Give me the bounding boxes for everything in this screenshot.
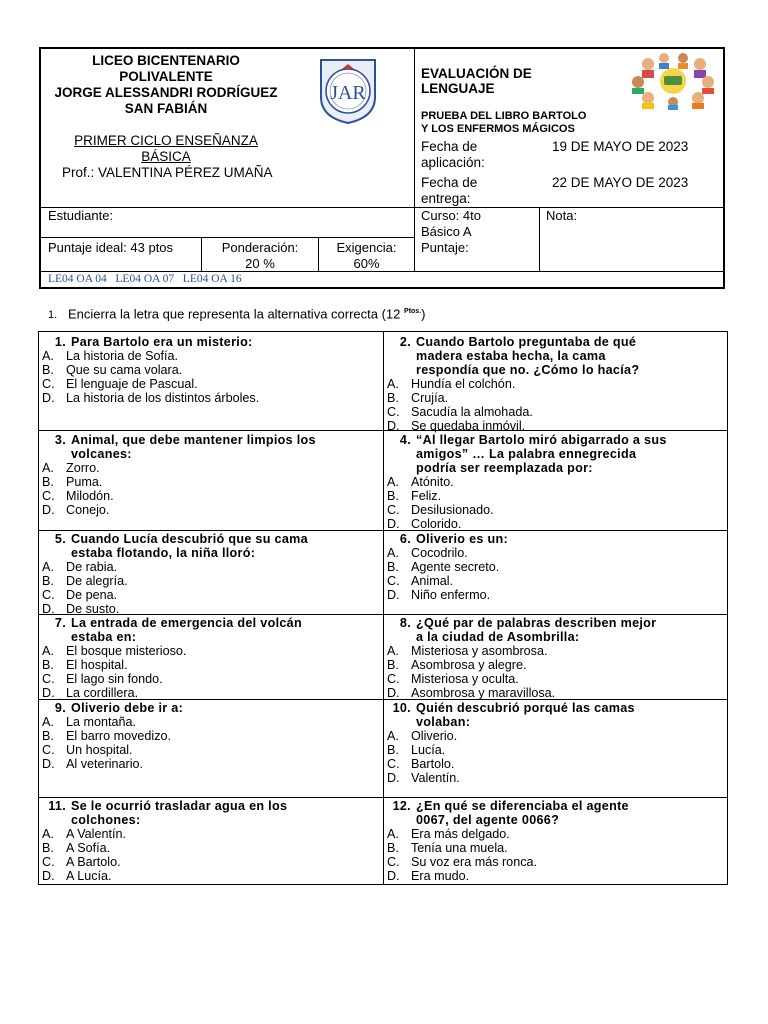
- option[interactable]: D. Al veterinario.: [42, 757, 143, 771]
- question-3: [42, 433, 380, 517]
- option[interactable]: C. Bartolo.: [387, 757, 455, 771]
- option[interactable]: A. La montaña.: [42, 715, 137, 729]
- question-title: 2. Cuando Bartolo preguntaba de qué madera estaba hecha, la cama respondía que no. ¿Cómo lo hacía?: [399, 335, 640, 377]
- option[interactable]: B. De alegría.: [42, 574, 128, 588]
- option[interactable]: A. Oliverio.: [387, 729, 458, 743]
- teacher-name: Prof.: VALENTINA PÉREZ UMAÑA: [62, 165, 273, 180]
- option[interactable]: D. Era mudo.: [387, 869, 470, 883]
- children-clipart: [628, 52, 718, 110]
- option[interactable]: B. Feliz.: [387, 489, 442, 503]
- option[interactable]: A. Cocodrilo.: [387, 546, 468, 560]
- question-5: [42, 532, 380, 616]
- option[interactable]: A. A Valentín.: [42, 827, 126, 841]
- question-title: 12. ¿En qué se diferenciaba el agente 0067, del agente 0066?: [392, 799, 629, 827]
- svg-text:JAR: JAR: [330, 82, 366, 104]
- option[interactable]: B. Puma.: [42, 475, 103, 489]
- question-title: 5. Cuando Lucía descubrió que su cama estaba flotando, la niña lloró:: [54, 532, 308, 560]
- option[interactable]: A. Era más delgado.: [387, 827, 510, 841]
- option[interactable]: D. A Lucía.: [42, 869, 112, 883]
- question-title: 10. Quién descubrió porqué las camas volaban:: [392, 701, 635, 729]
- question-12: [387, 799, 725, 883]
- option[interactable]: C. Sacudía la almohada.: [387, 405, 533, 419]
- option[interactable]: C. Animal.: [387, 574, 453, 588]
- option[interactable]: D. Valentín.: [387, 771, 460, 785]
- option[interactable]: A. La historia de Sofía.: [42, 349, 179, 363]
- option[interactable]: B. A Sofía.: [42, 841, 111, 855]
- course-label: Curso: 4to Básico A: [421, 208, 481, 239]
- option[interactable]: B. El hospital.: [42, 658, 128, 672]
- option[interactable]: A. De rabia.: [42, 560, 118, 574]
- option[interactable]: C. De pena.: [42, 588, 118, 602]
- question-6: [387, 532, 725, 602]
- question-title: 7. La entrada de emergencia del volcán estaba en:: [54, 616, 302, 644]
- option[interactable]: A. Hundía el colchón.: [387, 377, 516, 391]
- question-title: 6. Oliverio es un:: [399, 532, 508, 546]
- school-name: LICEO BICENTENARIO POLIVALENTE JORGE ALESSANDRI RODRÍGUEZ SAN FABIÁN: [54, 53, 278, 116]
- application-date: 19 DE MAYO DE 2023: [552, 139, 689, 154]
- option[interactable]: C. Misteriosa y oculta.: [387, 672, 519, 686]
- option[interactable]: B. Tenía una muela.: [387, 841, 508, 855]
- option[interactable]: C. A Bartolo.: [42, 855, 121, 869]
- question-title: 1. Para Bartolo era un misterio:: [54, 335, 253, 349]
- evaluation-title: EVALUACIÓN DE LENGUAJE: [421, 66, 532, 96]
- application-date-label: Fecha de aplicación:: [421, 139, 485, 170]
- question-9: [42, 701, 380, 771]
- option[interactable]: C. Su voz era más ronca.: [387, 855, 537, 869]
- option[interactable]: D. De susto.: [42, 602, 120, 616]
- header-divider-v2: [539, 207, 540, 271]
- option[interactable]: B. Lucía.: [387, 743, 446, 757]
- delivery-date: 22 DE MAYO DE 2023: [552, 175, 689, 190]
- option[interactable]: C. Un hospital.: [42, 743, 133, 757]
- option[interactable]: A. Zorro.: [42, 461, 100, 475]
- option[interactable]: A. Misteriosa y asombrosa.: [387, 644, 548, 658]
- student-label[interactable]: Estudiante:: [48, 208, 114, 223]
- question-title: 3. Animal, que debe mantener limpios los volcanes:: [54, 433, 316, 461]
- option[interactable]: B. Asombrosa y alegre.: [387, 658, 527, 672]
- option[interactable]: A. Atónito.: [387, 475, 454, 489]
- delivery-date-label: Fecha de entrega:: [421, 175, 478, 206]
- question-2: [387, 335, 725, 433]
- option[interactable]: D. Se quedaba inmóvil.: [387, 419, 526, 433]
- option[interactable]: C. Milodón.: [42, 489, 114, 503]
- question-title: 4. “Al llegar Bartolo miró abigarrado a sus amigos” … La palabra ennegrecida podría ser reemplazada por:: [399, 433, 667, 475]
- cycle-title: PRIMER CICLO ENSEÑANZA BÁSICA: [74, 133, 258, 164]
- question-1: [42, 335, 380, 405]
- option[interactable]: C. El lenguaje de Pascual.: [42, 377, 198, 391]
- option[interactable]: D. Conejo.: [42, 503, 110, 517]
- question-4: [387, 433, 725, 531]
- option[interactable]: B. Agente secreto.: [387, 560, 500, 574]
- questions-table-row-divider-5: [38, 797, 728, 798]
- option[interactable]: B. Que su cama volara.: [42, 363, 183, 377]
- question-title: 8. ¿Qué par de palabras describen mejor a la ciudad de Asombrilla:: [399, 616, 657, 644]
- learning-objectives: LE04 OA 04 LE04 OA 07 LE04 OA 16: [48, 273, 242, 285]
- option[interactable]: D. Asombrosa y maravillosa.: [387, 686, 556, 700]
- score-label[interactable]: Puntaje:: [421, 240, 469, 255]
- option[interactable]: D. Colorido.: [387, 517, 462, 531]
- header-divider-h2: [41, 237, 415, 238]
- grade-label[interactable]: Nota:: [546, 208, 578, 223]
- question-7: [42, 616, 380, 700]
- option[interactable]: D. La cordillera.: [42, 686, 139, 700]
- option[interactable]: A. El bosque misterioso.: [42, 644, 187, 658]
- option[interactable]: C. Desilusionado.: [387, 503, 494, 517]
- option[interactable]: B. El barro movedizo.: [42, 729, 171, 743]
- option[interactable]: D. La historia de los distintos árboles.: [42, 391, 260, 405]
- question-10: [387, 701, 725, 785]
- option[interactable]: C. El lago sin fondo.: [42, 672, 163, 686]
- test-title: PRUEBA DEL LIBRO BARTOLO Y LOS ENFERMOS MÁGICOS: [421, 110, 587, 135]
- option[interactable]: D. Niño enfermo.: [387, 588, 491, 602]
- school-logo: [318, 57, 378, 125]
- question-11: [42, 799, 380, 883]
- question-title: 11. Se le ocurrió trasladar agua en los colchones:: [48, 799, 288, 827]
- weighting: Ponderación: 20 %: [221, 240, 299, 271]
- option[interactable]: B. Crujía.: [387, 391, 449, 405]
- question-8: [387, 616, 725, 700]
- questions-table-col-divider: [383, 331, 384, 885]
- instruction: 1. Encierra la letra que representa la alternativa correcta (12 $^{Ptos.}$): [48, 306, 426, 322]
- demand: Exigencia: 60%: [336, 240, 397, 271]
- header-divider-h1: [41, 207, 723, 208]
- question-title: 9. Oliverio debe ir a:: [54, 701, 184, 715]
- ideal-score: Puntaje ideal: 43 ptos: [48, 240, 174, 255]
